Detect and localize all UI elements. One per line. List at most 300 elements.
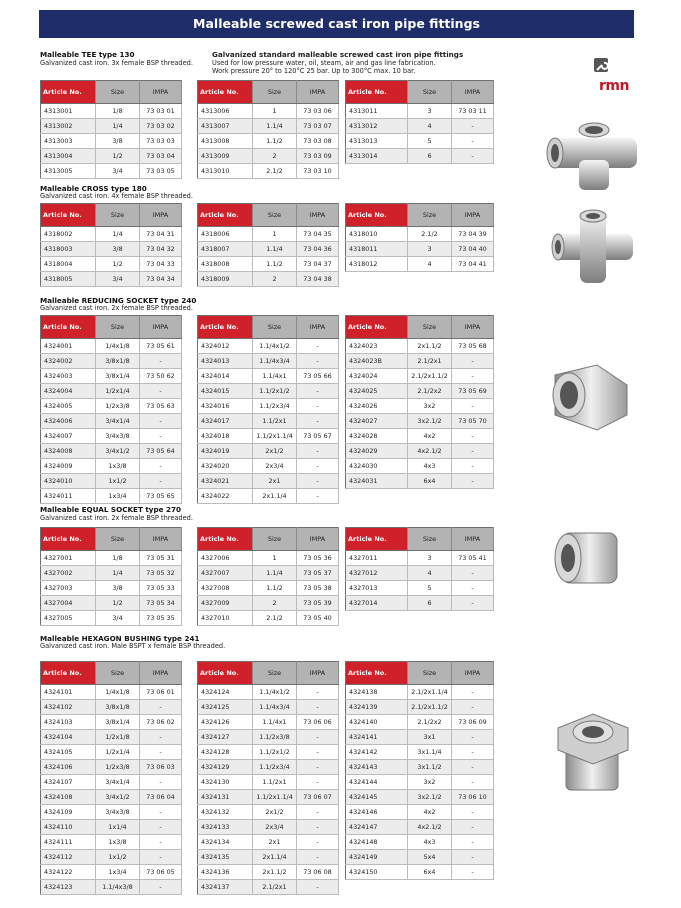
table-row (198, 134, 339, 149)
size-value: 1.1/4x1/2 (253, 339, 297, 354)
impa-code: 73 04 38 (297, 272, 339, 287)
article-number: 4327007 (198, 566, 253, 581)
impa-code: - (452, 399, 494, 414)
impa-code: - (452, 835, 494, 850)
equal-title: Malleable EQUAL SOCKET type 270 (40, 505, 182, 514)
tee-table-3 (345, 80, 494, 164)
size-value: 1x3/8 (96, 835, 140, 850)
table-row (41, 149, 182, 164)
impa-code: 73 04 37 (297, 257, 339, 272)
size-value: 1x3/8 (96, 459, 140, 474)
size-value: 2x1 (253, 474, 297, 489)
impa-code: - (452, 444, 494, 459)
impa-code: - (297, 459, 339, 474)
table-row (346, 459, 494, 474)
size-value: 5 (408, 581, 452, 596)
article-column-header: Article No. (41, 528, 96, 551)
article-column-header: Article No. (198, 81, 253, 104)
impa-code: 73 03 02 (140, 119, 182, 134)
size-value: 2.1/2x2 (408, 715, 452, 730)
impa-column-header: IMPA (297, 662, 339, 685)
size-value: 5x4 (408, 850, 452, 865)
impa-code: 73 03 09 (297, 149, 339, 164)
article-number: 4324106 (41, 760, 96, 775)
article-column-header: Article No. (346, 316, 408, 339)
size-value: 4x2 (408, 429, 452, 444)
article-number: 4318008 (198, 257, 253, 272)
size-value: 2x3/4 (253, 459, 297, 474)
size-value: 1/2x1/8 (96, 730, 140, 745)
article-number: 4327005 (41, 611, 96, 626)
size-value: 2x1.1/2 (253, 865, 297, 880)
article-number: 4327013 (346, 581, 408, 596)
article-column-header: Article No. (198, 204, 253, 227)
size-value: 1 (253, 227, 297, 242)
table-row (41, 242, 182, 257)
table-row (346, 835, 494, 850)
size-column-header: Size (253, 662, 297, 685)
table-row (41, 414, 182, 429)
article-number: 4324127 (198, 730, 253, 745)
article-number: 4324148 (346, 835, 408, 850)
table-row (346, 790, 494, 805)
article-number: 4324031 (346, 474, 408, 489)
size-column-header: Size (253, 204, 297, 227)
impa-code: - (297, 444, 339, 459)
article-number: 4324003 (41, 369, 96, 384)
impa-code: 73 06 10 (452, 790, 494, 805)
table-row (41, 805, 182, 820)
article-number: 4324111 (41, 835, 96, 850)
article-number: 4324022 (198, 489, 253, 504)
table-row (346, 399, 494, 414)
impa-code: - (297, 399, 339, 414)
table-row (41, 104, 182, 119)
size-value: 1/8 (96, 104, 140, 119)
article-number: 4324017 (198, 414, 253, 429)
article-number: 4313005 (41, 164, 96, 179)
impa-code: 73 05 68 (452, 339, 494, 354)
table-row (346, 104, 494, 119)
table-row (198, 715, 339, 730)
size-value: 2.1/2 (253, 164, 297, 179)
impa-column-header: IMPA (140, 316, 182, 339)
article-number: 4324014 (198, 369, 253, 384)
article-number: 4324004 (41, 384, 96, 399)
cross-table-3 (345, 203, 494, 272)
size-value: 6x4 (408, 474, 452, 489)
impa-code: - (297, 745, 339, 760)
impa-code: - (140, 429, 182, 444)
size-value: 1/2x1/4 (96, 384, 140, 399)
size-value: 4x3 (408, 835, 452, 850)
impa-column-header: IMPA (297, 204, 339, 227)
table-row (198, 399, 339, 414)
impa-code: 73 05 65 (140, 489, 182, 504)
article-number: 4313003 (41, 134, 96, 149)
size-value: 4 (408, 119, 452, 134)
size-column-header: Size (96, 81, 140, 104)
article-number: 4324025 (346, 384, 408, 399)
impa-code: 73 05 35 (140, 611, 182, 626)
impa-code: - (452, 865, 494, 880)
article-number: 4324129 (198, 760, 253, 775)
table-row (198, 760, 339, 775)
article-number: 4324140 (346, 715, 408, 730)
impa-code: 73 05 32 (140, 566, 182, 581)
table-row (198, 227, 339, 242)
size-value: 2.1/2x1.1/4 (408, 685, 452, 700)
impa-code: - (140, 805, 182, 820)
table-row (346, 865, 494, 880)
table-row (198, 775, 339, 790)
tee-title: Malleable TEE type 130 (40, 50, 135, 59)
table-row (346, 119, 494, 134)
logo-wordmark: rmn (599, 78, 629, 94)
cross-table-1 (40, 203, 182, 287)
impa-code: - (452, 134, 494, 149)
table-row (198, 805, 339, 820)
table-row (198, 865, 339, 880)
size-value: 1/8 (96, 551, 140, 566)
table-row (346, 820, 494, 835)
table-row (346, 596, 494, 611)
impa-column-header: IMPA (297, 316, 339, 339)
table-row (41, 790, 182, 805)
article-number: 4318007 (198, 242, 253, 257)
article-number: 4318012 (346, 257, 408, 272)
wrench-icon (594, 58, 608, 72)
impa-code: 73 03 08 (297, 134, 339, 149)
impa-code: - (297, 414, 339, 429)
impa-code: 73 06 05 (140, 865, 182, 880)
impa-code: 73 06 09 (452, 715, 494, 730)
size-value: 1.1/2 (253, 581, 297, 596)
impa-code: - (140, 730, 182, 745)
size-value: 1x1/2 (96, 850, 140, 865)
table-row (198, 835, 339, 850)
table-row (198, 119, 339, 134)
size-value: 2x1 (253, 835, 297, 850)
article-number: 4324030 (346, 459, 408, 474)
impa-column-header: IMPA (297, 81, 339, 104)
impa-code: 73 03 11 (452, 104, 494, 119)
table-row (346, 384, 494, 399)
impa-code: - (140, 474, 182, 489)
article-number: 4327004 (41, 596, 96, 611)
impa-code: - (452, 850, 494, 865)
impa-code: - (452, 119, 494, 134)
table-row (41, 685, 182, 700)
size-value: 1/2x1/4 (96, 745, 140, 760)
size-value: 1x3/4 (96, 489, 140, 504)
size-value: 1.1/4x3/4 (253, 700, 297, 715)
table-row (198, 164, 339, 179)
impa-code: - (452, 354, 494, 369)
impa-code: 73 04 36 (297, 242, 339, 257)
table-row (198, 414, 339, 429)
impa-code: - (297, 354, 339, 369)
article-number: 4324102 (41, 700, 96, 715)
article-number: 4324135 (198, 850, 253, 865)
size-value: 2.1/2x1.1/2 (408, 700, 452, 715)
table-row (41, 119, 182, 134)
impa-code: 73 04 32 (140, 242, 182, 257)
article-number: 4324009 (41, 459, 96, 474)
impa-code: - (297, 384, 339, 399)
table-row (198, 566, 339, 581)
article-number: 4324107 (41, 775, 96, 790)
size-value: 1.1/2 (253, 257, 297, 272)
impa-code: 73 04 39 (452, 227, 494, 242)
galvanized-info-line2: Work pressure 20° to 120°C 25 bar. Up to 300°C max. 10 bar. (212, 67, 416, 75)
article-column-header: Article No. (346, 528, 408, 551)
size-value: 1x1/2 (96, 474, 140, 489)
size-value: 1.1/4x1 (253, 715, 297, 730)
impa-code: - (140, 820, 182, 835)
size-value: 1.1/2x3/4 (253, 399, 297, 414)
table-row (346, 227, 494, 242)
table-row (198, 685, 339, 700)
impa-code: 73 03 07 (297, 119, 339, 134)
size-value: 2x1.1/2 (408, 339, 452, 354)
impa-code: - (452, 459, 494, 474)
size-column-header: Size (96, 316, 140, 339)
cross-table-2 (197, 203, 339, 287)
size-value: 1.1/4x1/2 (253, 685, 297, 700)
cross-title: Malleable CROSS type 180 (40, 184, 147, 193)
size-value: 1.1/2x1.1/4 (253, 790, 297, 805)
size-value: 1/2 (96, 596, 140, 611)
article-number: 4324139 (346, 700, 408, 715)
size-value: 1.1/4x3/8 (96, 880, 140, 895)
size-value: 3x2 (408, 775, 452, 790)
table-row (41, 551, 182, 566)
article-number: 4324028 (346, 429, 408, 444)
equal-table-1 (40, 527, 182, 626)
impa-column-header: IMPA (140, 81, 182, 104)
size-value: 1/4x1/8 (96, 685, 140, 700)
article-number: 4324101 (41, 685, 96, 700)
article-number: 4327006 (198, 551, 253, 566)
table-row (346, 551, 494, 566)
article-number: 4324011 (41, 489, 96, 504)
article-number: 4318010 (346, 227, 408, 242)
size-value: 1.1/2x1 (253, 414, 297, 429)
article-number: 4324015 (198, 384, 253, 399)
impa-code: 73 06 07 (297, 790, 339, 805)
size-column-header: Size (408, 316, 452, 339)
impa-column-header: IMPA (140, 662, 182, 685)
article-number: 4324005 (41, 399, 96, 414)
table-row (41, 257, 182, 272)
size-value: 4x3 (408, 459, 452, 474)
article-number: 4313010 (198, 164, 253, 179)
impa-code: 73 05 36 (297, 551, 339, 566)
article-number: 4324023B (346, 354, 408, 369)
article-number: 4324147 (346, 820, 408, 835)
size-value: 3/4x1/2 (96, 790, 140, 805)
table-row (346, 474, 494, 489)
article-column-header: Article No. (41, 316, 96, 339)
article-number: 4324108 (41, 790, 96, 805)
impa-code: - (452, 775, 494, 790)
cross-fitting-image (548, 208, 638, 288)
size-column-header: Size (96, 528, 140, 551)
impa-code: - (452, 730, 494, 745)
article-number: 4313014 (346, 149, 408, 164)
impa-code: - (452, 760, 494, 775)
size-value: 3/4x1/4 (96, 414, 140, 429)
table-row (198, 339, 339, 354)
impa-code: - (297, 730, 339, 745)
size-value: 3/8x1/4 (96, 369, 140, 384)
table-row (198, 489, 339, 504)
impa-code: - (140, 775, 182, 790)
table-row (198, 581, 339, 596)
size-value: 4x2.1/2 (408, 444, 452, 459)
article-number: 4313012 (346, 119, 408, 134)
impa-code: - (297, 850, 339, 865)
table-row (41, 384, 182, 399)
article-number: 4324027 (346, 414, 408, 429)
size-value: 1.1/4x3/4 (253, 354, 297, 369)
impa-code: 73 05 37 (297, 566, 339, 581)
size-value: 2 (253, 149, 297, 164)
table-row (198, 850, 339, 865)
size-value: 3/4 (96, 272, 140, 287)
size-value: 2x1/2 (253, 444, 297, 459)
article-number: 4313001 (41, 104, 96, 119)
reducing-title: Malleable REDUCING SOCKET type 240 (40, 296, 197, 305)
table-row (41, 339, 182, 354)
article-number: 4318011 (346, 242, 408, 257)
size-value: 3x1.1/4 (408, 745, 452, 760)
impa-code: - (140, 354, 182, 369)
article-number: 4324016 (198, 399, 253, 414)
article-number: 4324013 (198, 354, 253, 369)
article-number: 4324143 (346, 760, 408, 775)
article-number: 4313006 (198, 104, 253, 119)
impa-code: - (452, 566, 494, 581)
size-value: 2.1/2x1.1/2 (408, 369, 452, 384)
article-number: 4313009 (198, 149, 253, 164)
impa-code: - (140, 835, 182, 850)
reducing-table-1 (40, 315, 182, 504)
article-number: 4324136 (198, 865, 253, 880)
impa-code: - (297, 489, 339, 504)
size-value: 1.1/4x1 (253, 369, 297, 384)
size-value: 4x2 (408, 805, 452, 820)
size-value: 2x3/4 (253, 820, 297, 835)
impa-code: 73 50 62 (140, 369, 182, 384)
hexagon-title: Malleable HEXAGON BUSHING type 241 (40, 634, 200, 643)
size-column-header: Size (96, 204, 140, 227)
impa-code: - (452, 474, 494, 489)
table-row (198, 730, 339, 745)
table-row (346, 444, 494, 459)
article-number: 4324010 (41, 474, 96, 489)
impa-code: - (452, 700, 494, 715)
table-row (346, 354, 494, 369)
article-number: 4327011 (346, 551, 408, 566)
equal-subtitle: Galvanized cast iron. 2x female BSP threaded. (40, 514, 193, 522)
tee-subtitle: Galvanized cast iron. 3x female BSP threaded. (40, 59, 193, 67)
tee-table-2 (197, 80, 339, 179)
size-value: 1/4x1/8 (96, 339, 140, 354)
article-column-header: Article No. (41, 204, 96, 227)
size-value: 3/4 (96, 164, 140, 179)
size-value: 3/8 (96, 242, 140, 257)
size-value: 1/2 (96, 257, 140, 272)
article-number: 4327001 (41, 551, 96, 566)
hexagon-table-1 (40, 661, 182, 895)
impa-code: 73 05 66 (297, 369, 339, 384)
table-row (41, 227, 182, 242)
article-number: 4324006 (41, 414, 96, 429)
size-value: 1/4 (96, 227, 140, 242)
galvanized-info-line1: Used for low pressure water, oil, steam, air and gas line fabrication. (212, 59, 436, 67)
article-number: 4327008 (198, 581, 253, 596)
table-row (346, 685, 494, 700)
equal-socket-image (548, 525, 623, 590)
size-value: 1x3/4 (96, 865, 140, 880)
article-number: 4324142 (346, 745, 408, 760)
table-row (346, 700, 494, 715)
reducing-table-2 (197, 315, 339, 504)
impa-code: 73 05 34 (140, 596, 182, 611)
impa-code: - (140, 745, 182, 760)
article-number: 4318009 (198, 272, 253, 287)
impa-code: 73 04 31 (140, 227, 182, 242)
size-value: 2.1/2x1 (253, 880, 297, 895)
size-value: 1.1/2 (253, 134, 297, 149)
table-row (346, 149, 494, 164)
impa-column-header: IMPA (140, 204, 182, 227)
impa-code: 73 05 33 (140, 581, 182, 596)
impa-code: - (297, 775, 339, 790)
article-number: 4324029 (346, 444, 408, 459)
impa-code: - (452, 581, 494, 596)
size-value: 1.1/2x3/4 (253, 760, 297, 775)
article-number: 4324123 (41, 880, 96, 895)
impa-column-header: IMPA (297, 528, 339, 551)
size-value: 1.1/2x1/2 (253, 745, 297, 760)
impa-column-header: IMPA (452, 81, 494, 104)
table-row (41, 164, 182, 179)
impa-code: 73 06 01 (140, 685, 182, 700)
table-row (198, 369, 339, 384)
article-number: 4324021 (198, 474, 253, 489)
article-number: 4324109 (41, 805, 96, 820)
galvanized-info (212, 50, 463, 75)
impa-column-header: IMPA (452, 204, 494, 227)
impa-code: - (140, 414, 182, 429)
table-row (198, 700, 339, 715)
impa-code: - (297, 339, 339, 354)
size-value: 1/2 (96, 149, 140, 164)
size-value: 3/4x3/8 (96, 429, 140, 444)
article-number: 4324146 (346, 805, 408, 820)
size-value: 1/4 (96, 119, 140, 134)
impa-column-header: IMPA (452, 662, 494, 685)
impa-code: - (452, 820, 494, 835)
hexagon-table-2 (197, 661, 339, 895)
article-number: 4324104 (41, 730, 96, 745)
impa-column-header: IMPA (140, 528, 182, 551)
article-number: 4324137 (198, 880, 253, 895)
impa-code: 73 05 31 (140, 551, 182, 566)
